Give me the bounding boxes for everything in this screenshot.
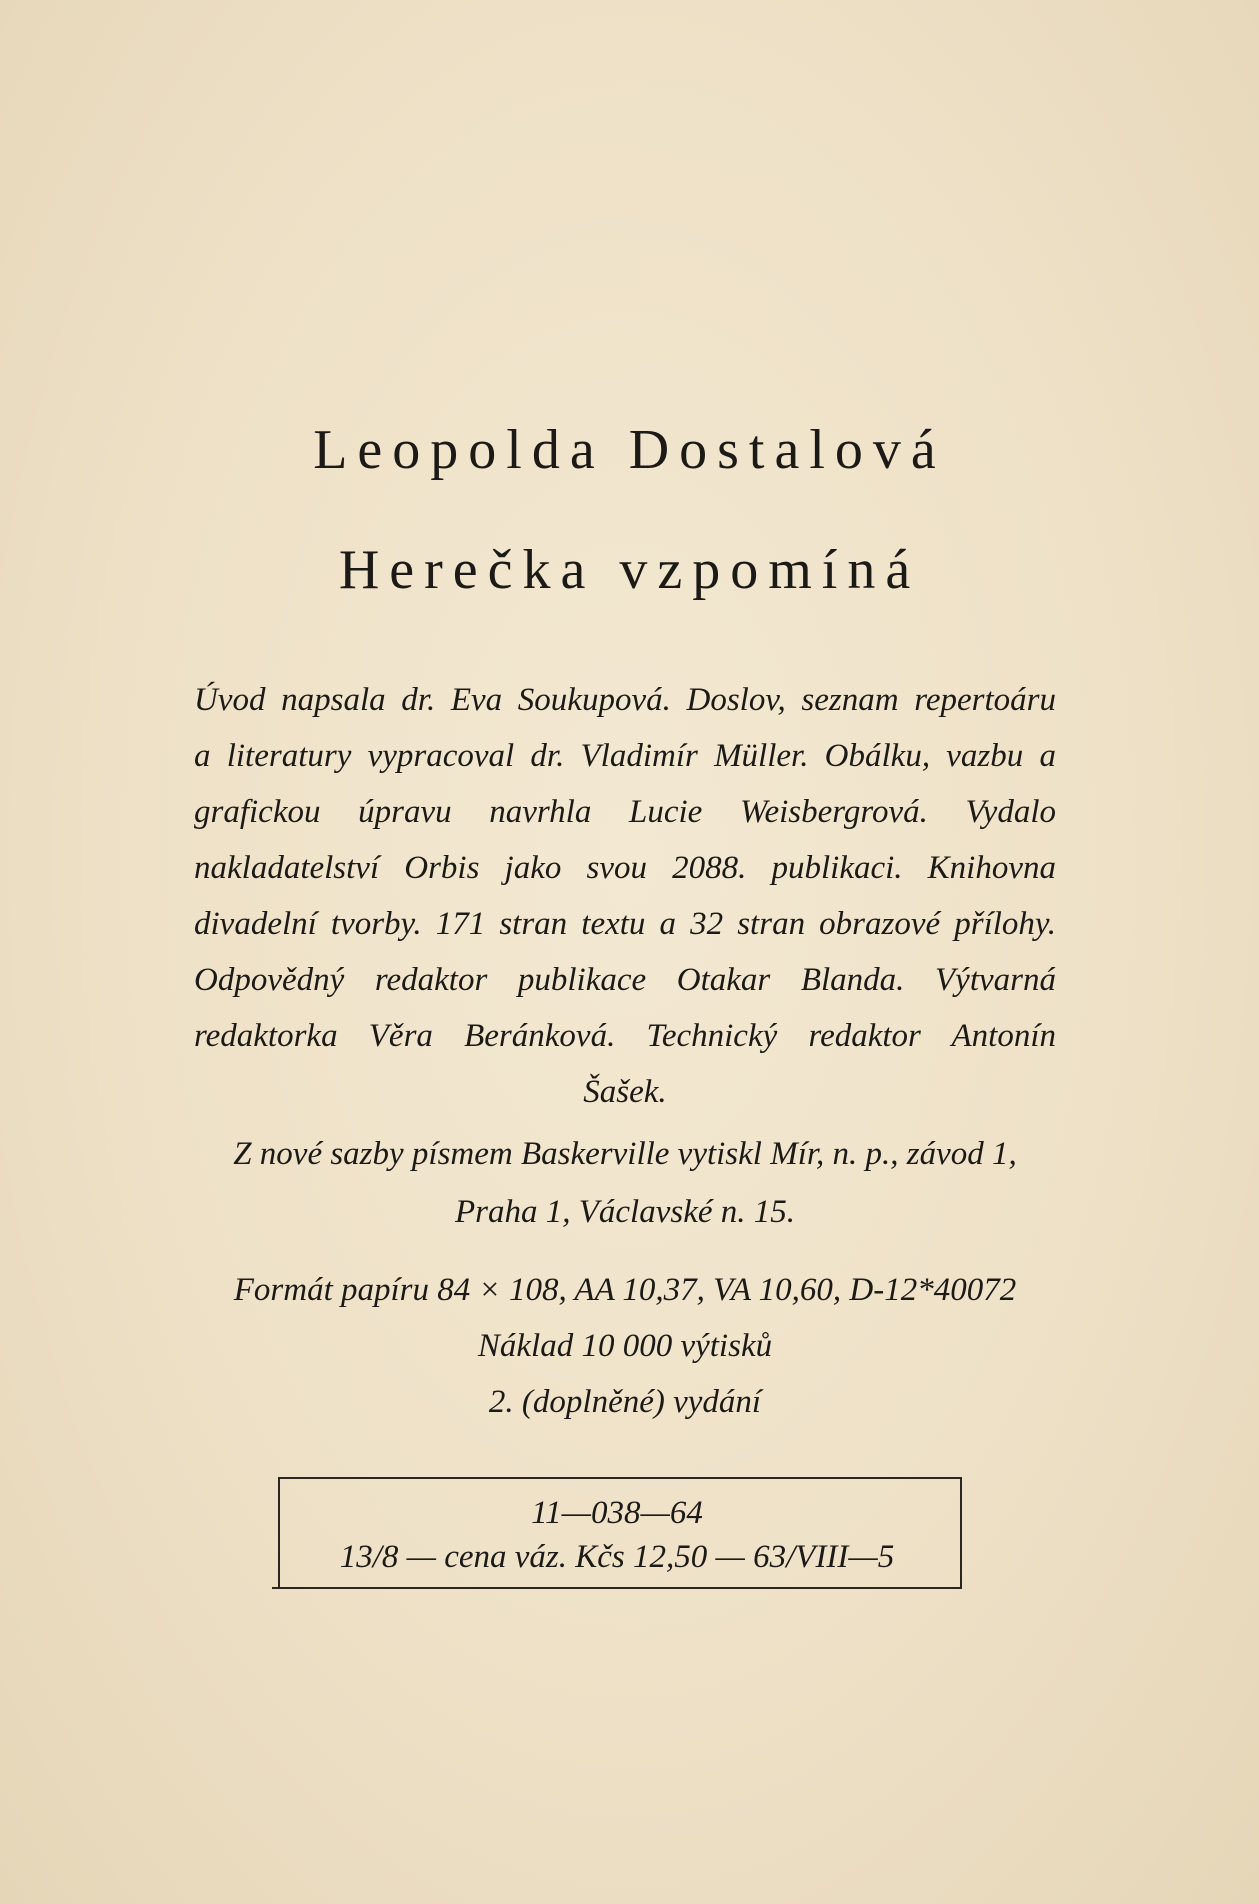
catalog-box-top-rule [278,1477,962,1479]
catalog-box [272,1477,962,1589]
catalog-price-line: 13/8 — cena váz. Kčs 12,50 — 63/VIII—5 [339,1539,895,1575]
printer-note: Z nové sazby písmem Baskerville vytiskl Mír, n. p., závod 1, Praha 1, Václavské n. 15. [233,1136,1017,1230]
print-run-line: Náklad 10 000 výtisků [477,1328,773,1364]
edition-line: 2. (doplněné) vydání [488,1384,762,1420]
format-paper-line: Formát papíru 84 × 108, AA 10,37, VA 10,60, D-12*40072 [233,1272,1017,1308]
book-title: Herečka vzpomíná [338,539,921,601]
catalog-number: 11—038—64 [531,1495,703,1531]
imprint-credits: Úvod napsala dr. Eva Soukupová. Doslov, seznam repertoáru a literatury vypracoval dr. Vladimír Müller. Obálku, vazbu a grafickou úpravu navrhla Lucie Weisbergrová. Vydalo nakladatelství Orbis jako svou 2088. publikaci. Knihovna divadelní tvorby. 171 stran textu a 32 stran obrazové přílohy. Odpovědný redaktor publikace Otakar Blanda. Výtvarná redaktorka Věra Beránková. Technický redaktor Antonín Šašek. [194,682,1056,1110]
author-name: Leopolda Dostalová [313,419,946,481]
catalog-box-bottom-rule [272,1587,962,1589]
format-details [194,1262,1056,1430]
